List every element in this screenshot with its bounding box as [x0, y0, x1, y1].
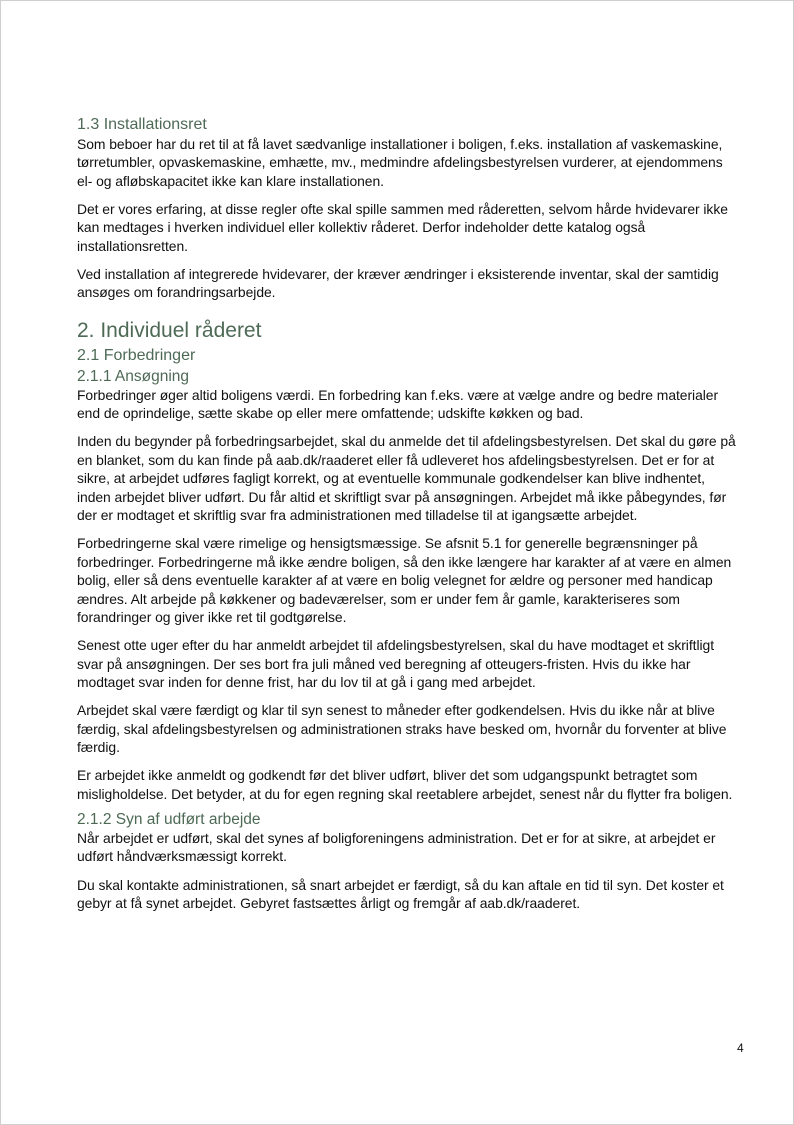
paragraph: Som beboer har du ret til at få lavet sædvanlige installationer i boligen, f.eks. installation af vaskemaskine, tørretumbler, opvaskemaskine, emhætte, mv., medmindre afdelingsbestyrelsen vurderer, at ejendommens el- og afløbskapacitet ikke kan klare installationen. — [77, 136, 723, 189]
paragraph: Det er vores erfaring, at disse regler ofte skal spille sammen med råderetten, selvom hårde hvidevarer ikke kan medtages i hverken individuel eller kollektiv råderet. Derfor indeholder dette katalog også installationsretten. — [77, 201, 728, 254]
paragraph: Er arbejdet ikke anmeldt og godkendt før det bliver udført, bliver det som udgangspunkt betragtet som misligholdelse. Det betyder, at du for egen regning skal reetablere arbejdet, senest når du flytter fra boligen. — [77, 767, 733, 802]
heading-2-1-1: 2.1.1 Ansøgning — [77, 367, 190, 385]
heading-2-1: 2.1 Forbedringer — [77, 346, 196, 364]
paragraph: Arbejdet skal være færdigt og klar til syn senest to måneder efter godkendelsen. Hvis du ikke når at blive færdig, skal afdelingsbestyrelsen og administrationen straks have besked om, hvornår du forventer at blive færdig. — [77, 702, 727, 755]
paragraph: Forbedringerne skal være rimelige og hensigtsmæssige. Se afsnit 5.1 for generelle begrænsninger på forbedringer. Forbedringerne må ikke ændre boligen, så den ikke længere har karakter af at være en almen bolig, eller så dens eventuelle karakter af at være en bolig velegnet for ældre og personer med handicap ændres. Alt arbejde på køkkener og badeværelser, som er under fem år gamle, karakteriseres som forandringer og giver ikke ret til godtgørelse. — [77, 535, 732, 625]
page-number: 4 — [737, 1041, 744, 1055]
heading-2: 2. Individuel råderet — [77, 318, 262, 342]
paragraph: Ved installation af integrerede hvidevarer, der kræver ændringer i eksisterende inventar, skal der samtidig ansøges om forandringsarbejde. — [77, 266, 719, 301]
paragraph: Inden du begynder på forbedringsarbejdet, skal du anmelde det til afdelingsbestyrelsen. Det skal du gøre på en blanket, som du kan finde på aab.dk/raaderet eller få udleveret hos afdelingsbestyrelsen. Det er for at sikre, at arbejdet udføres fagligt korrekt, og at eventuelle kommunale godkendelser kan blive indhentet, inden arbejdet bliver udført. Du får altid et skriftligt svar på ansøgningen. Arbejdet må ikke påbegyndes, før der er modtaget et skriftlig svar fra administrationen med tilladelse til at igangsætte arbejdet. — [77, 433, 736, 524]
heading-2-1-2: 2.1.2 Syn af udført arbejde — [77, 810, 261, 828]
paragraph: Senest otte uger efter du har anmeldt arbejdet til afdelingsbestyrelsen, skal du have modtaget et skriftligt svar på ansøgningen. Der ses bort fra juli måned ved beregning af otteugers-fristen. Hvis du ikke har modtaget svar inden for denne frist, har du lov til at gå i gang med arbejdet. — [77, 637, 715, 690]
heading-1-3: 1.3 Installationsret — [77, 116, 207, 133]
paragraph: Forbedringer øger altid boligens værdi. En forbedring kan f.eks. være at vælge andre og bedre materialer end de oprindelige, sætte skabe op eller mere omfattende; udskifte køkken og bad. — [77, 386, 719, 422]
paragraph: Du skal kontakte administrationen, så snart arbejdet er færdigt, så du kan aftale en tid til syn. Det koster et gebyr at få synet arbejdet. Gebyret fastsættes årligt og fremgår af aab.dk/raaderet. — [77, 876, 724, 911]
paragraph: Når arbejdet er udført, skal det synes af boligforeningens administration. Det er for at sikre, at arbejdet er udført håndværksmæssigt korrekt. — [77, 829, 716, 865]
document-body — [77, 115, 739, 912]
